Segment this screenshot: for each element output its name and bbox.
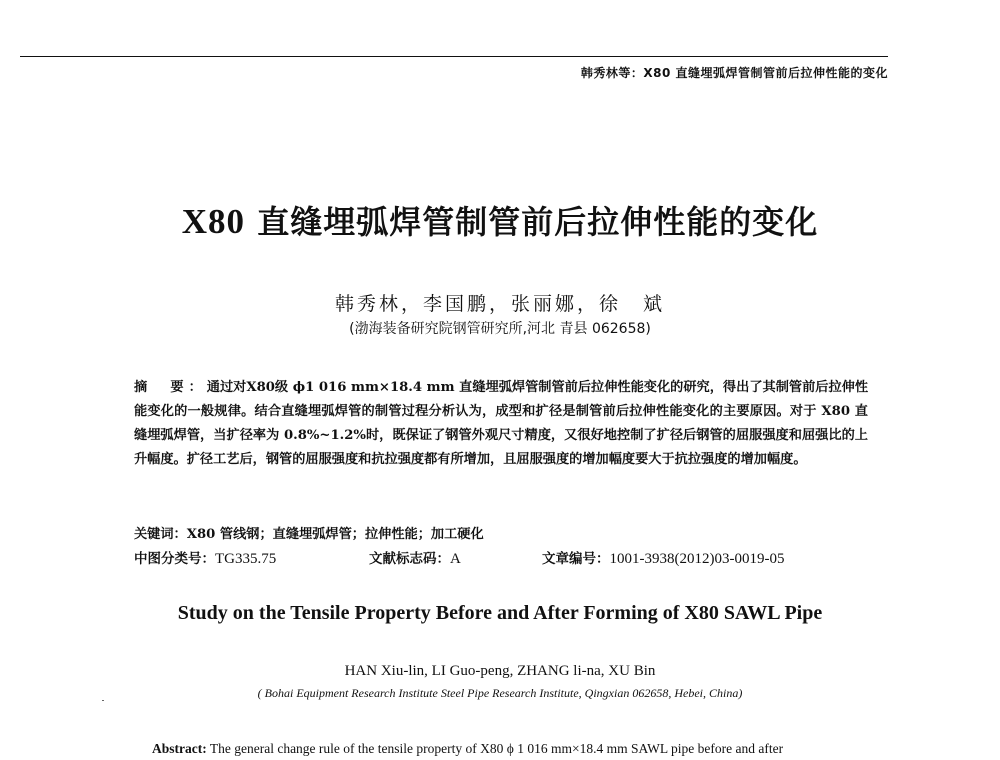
abstract-block (134, 376, 868, 472)
keywords-text: X80 管线钢；直缝埋弧焊管；拉伸性能；加工硬化 (186, 527, 484, 542)
author-affiliation: (渤海装备研究院钢管研究所,河北 青县 062658) (349, 321, 651, 337)
classification-line (134, 547, 868, 568)
english-title: Study on the Tensile Property Before and After Forming of X80 SAWL Pipe (177, 602, 823, 624)
doc-code-value: A (450, 551, 461, 567)
clc-label: 中图分类号： (134, 551, 215, 567)
english-abstract (152, 741, 872, 757)
doc-code-label: 文献标志码： (369, 551, 450, 567)
doc-code-field (369, 547, 461, 568)
article-number-label: 文章编号： (542, 551, 610, 567)
scan-speck (102, 700, 104, 701)
article-number-value: 1001-3938(2012)03-0019-05 (609, 551, 785, 567)
clc-field (134, 551, 276, 567)
abstract-label: 摘 要： (134, 380, 207, 395)
running-header: 韩秀林等：X80 直缝埋弧焊管制管前后拉伸性能的变化 (580, 66, 888, 80)
keywords-line (134, 523, 484, 542)
english-authors: HAN Xiu-lin, LI Guo-peng, ZHANG li-na, XU Bin (344, 663, 656, 679)
english-abstract-text: The general change rule of the tensile property of X80 ϕ 1 016 mm×18.4 mm SAWL pipe before and after (206, 741, 784, 756)
english-affiliation: ( Bohai Equipment Research Institute Steel Pipe Research Institute, Qingxian 062658, Hebei, China) (257, 686, 743, 700)
title-text: 直缝埋弧焊管制管前后拉伸性能的变化 (245, 203, 819, 241)
paper-title (0, 197, 1000, 243)
keywords-label: 关键词： (134, 527, 187, 542)
english-abstract-label: Abstract: (152, 741, 207, 756)
abstract-text: 通过对X80级 ϕ1 016 mm×18.4 mm 直缝埋弧焊管制管前后拉伸性能变化的研究，得出了其制管前后拉伸性能变化的一般规律。结合直缝埋弧焊管的制管过程分析认为，成型和扩径是制管前后拉伸性能变化的主要原因。对于 X80 直缝埋弧焊管，当扩径率为 0.8%~1.2%时，既保证了钢管外观尺寸精度，又很好地控制了扩径后钢管的屈服强度和屈强比的上升幅度。扩径工艺后，钢管的屈服强度和抗拉强度都有所增加，且屈服强度的增加幅度要大于抗拉强度的增加幅度。 (134, 380, 869, 467)
clc-value: TG335.75 (215, 551, 277, 567)
header-rule (20, 56, 888, 57)
author-list: 韩秀林，李国鹏，张丽娜，徐 斌 (334, 293, 665, 315)
article-number-field (542, 547, 784, 568)
title-prefix: X80 (181, 202, 246, 241)
